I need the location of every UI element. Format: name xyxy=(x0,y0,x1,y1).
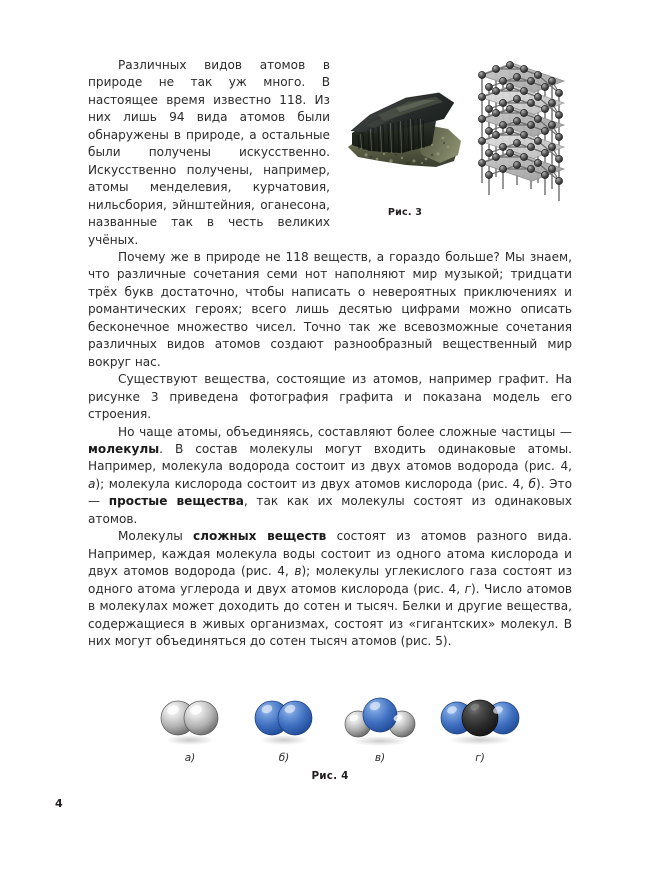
paragraph-2 xyxy=(88,249,572,371)
paragraph-5 xyxy=(88,528,572,650)
fig-ref-a: а xyxy=(88,476,96,491)
molecule-label-g: г) xyxy=(475,752,485,764)
hydrogen-molecule-model xyxy=(160,694,220,748)
oxygen-molecule-model xyxy=(254,694,314,748)
fig-ref-v: в xyxy=(294,564,302,579)
carbon-dioxide-molecule-model xyxy=(440,694,520,748)
p4-segment-d: ); молекула кислорода состоит из двух атомов кислорода (рис. 4, xyxy=(95,476,529,491)
molecule-label-b: б) xyxy=(278,752,290,764)
paragraph-3 xyxy=(88,371,572,423)
p5-segment-e: ). Число атомов в молекулах может доходить до сотен и тысяч. Белки и другие вещества, содержащиеся в живых организмах, состоят из «гигантских» молекул. В них могут объединяться до сотен тысяч атомов (рис. 5). xyxy=(88,581,572,648)
paragraph-4 xyxy=(88,424,572,529)
p5-segment-c: состоят из атомов разного вида. Например, каждая молекула воды состоит из одного атома кислорода и двух атомов водорода (рис. 4, xyxy=(88,529,573,579)
page-number: 4 xyxy=(55,797,63,810)
molecule-label-a: а) xyxy=(184,752,196,764)
molecule-label-v: в) xyxy=(374,752,386,764)
p4-segment-a: Но чаще атомы, объединяясь, составляют более сложные частицы — xyxy=(118,424,572,439)
fig-ref-g: г xyxy=(464,581,471,596)
figure-3-group xyxy=(344,57,572,233)
water-molecule-model xyxy=(344,694,416,748)
paragraph-3-text: Существуют вещества, состоящие из атомов, например графит. На рисунке 3 приведена фотография графита и показана модель его строения. xyxy=(88,372,572,422)
p4-segment-e: ). Это — xyxy=(88,476,573,509)
figure-3-caption: Рис. 3 xyxy=(387,207,423,218)
molecule-row xyxy=(88,694,572,748)
figure-4-group xyxy=(88,694,572,784)
graphite-crystal-lattice-model xyxy=(472,57,572,209)
term-complex-substances: сложных веществ xyxy=(193,529,327,544)
page-content xyxy=(88,57,572,650)
term-simple-substances: простые вещества xyxy=(108,494,244,509)
fig-ref-b: б xyxy=(528,476,536,491)
term-molecules: молекулы xyxy=(88,441,160,456)
p4-segment-f: , так как их молекулы состоят из одинаковых атомов. xyxy=(88,494,572,526)
figure-4-caption: Рис. 4 xyxy=(311,770,349,782)
molecule-labels xyxy=(88,752,572,770)
p4-segment-c: . В состав молекулы могут входить одинаковые атомы. Например, молекула водорода состоит из двух атомов водорода (рис. 4, xyxy=(88,441,572,474)
paragraph-1-text: Различных видов атомов в природе не так уж много. В настоящее время известно 118. Из них лишь 94 вида атомов были обнаружены в природе, а остальные были получены искусственно. Искусственно получены, например, атомы менделевия, курчатовия, нильсбория, эйнштейния, оганесона, названные так в честь великих учёных. xyxy=(88,58,330,247)
graphite-specimen-photo xyxy=(344,75,466,193)
p5-segment-a: Молекулы xyxy=(118,529,193,544)
p5-segment-d: ); молекулы углекислого газа состоят из одного атома углерода и двух атомов кислорода (рис. 4, xyxy=(88,564,572,596)
paragraph-2-text: Почему же в природе не 118 веществ, а гораздо больше? Мы знаем, что различные сочетания семи нот наполняют мир музыкой; тридцати трёх букв достаточно, чтобы написать о невероятных приключениях и романтических героях; всего лишь десятью цифрами можно описать бесконечное множество чисел. Точно так же всевозможные сочетания различных видов атомов создают разнообразный вещественный мир вокруг нас. xyxy=(88,249,572,369)
